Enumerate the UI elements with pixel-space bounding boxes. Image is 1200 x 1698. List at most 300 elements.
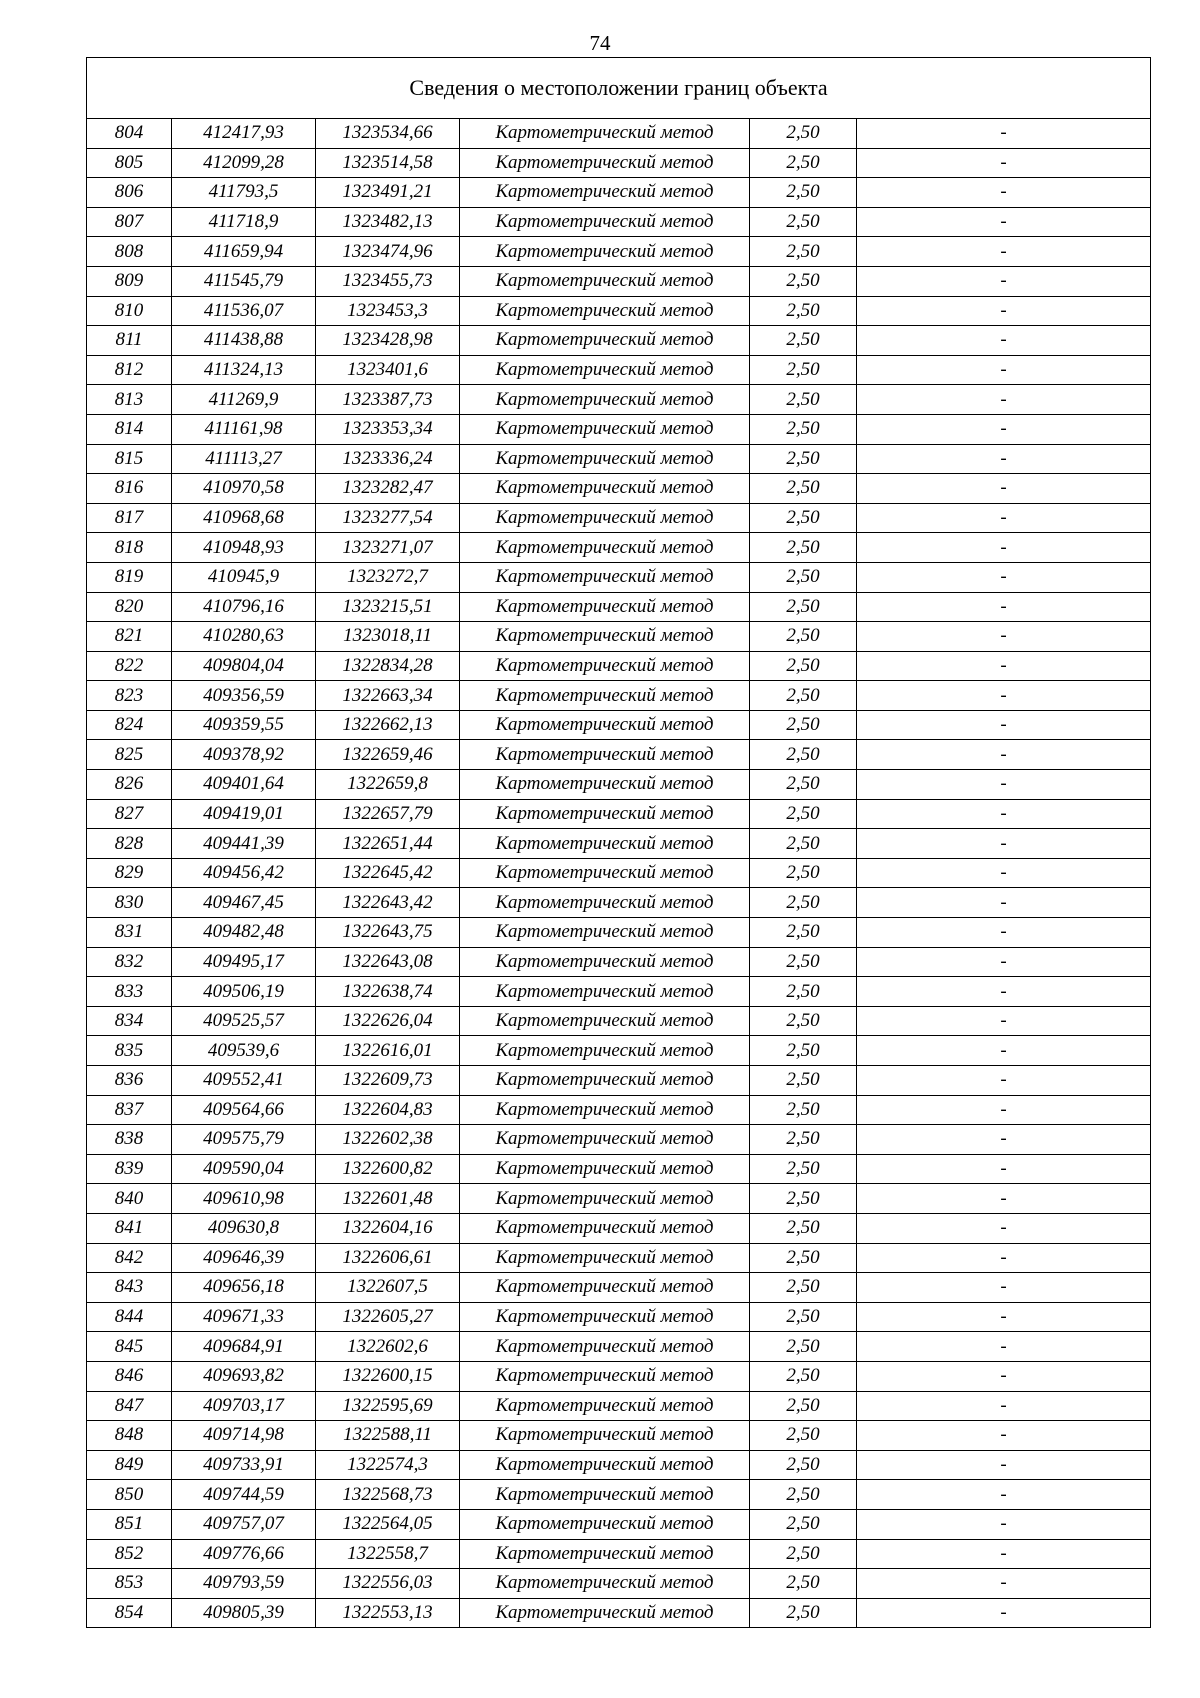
description-cell: - bbox=[857, 474, 1151, 504]
point-number-cell: 847 bbox=[87, 1391, 172, 1421]
point-number-cell: 830 bbox=[87, 888, 172, 918]
coordinate-y-cell: 1323474,96 bbox=[316, 237, 460, 267]
description-cell: - bbox=[857, 266, 1151, 296]
method-cell: Картометрический метод bbox=[460, 651, 750, 681]
description-cell: - bbox=[857, 1095, 1151, 1125]
coordinate-y-cell: 1322600,15 bbox=[316, 1361, 460, 1391]
coordinate-x-cell: 409610,98 bbox=[172, 1184, 316, 1214]
table-row bbox=[87, 858, 1151, 888]
accuracy-cell: 2,50 bbox=[750, 1243, 857, 1273]
coordinate-x-cell: 409359,55 bbox=[172, 710, 316, 740]
method-cell: Картометрический метод bbox=[460, 1450, 750, 1480]
description-cell: - bbox=[857, 1421, 1151, 1451]
table-row bbox=[87, 1569, 1151, 1599]
point-number-cell: 826 bbox=[87, 770, 172, 800]
point-number-cell: 850 bbox=[87, 1480, 172, 1510]
table-row bbox=[87, 1391, 1151, 1421]
table-row bbox=[87, 592, 1151, 622]
table-row bbox=[87, 119, 1151, 149]
accuracy-cell: 2,50 bbox=[750, 1539, 857, 1569]
point-number-cell: 848 bbox=[87, 1421, 172, 1451]
accuracy-cell: 2,50 bbox=[750, 858, 857, 888]
table-row bbox=[87, 1095, 1151, 1125]
coordinate-x-cell: 411324,13 bbox=[172, 355, 316, 385]
coordinate-x-cell: 409804,04 bbox=[172, 651, 316, 681]
table-row bbox=[87, 562, 1151, 592]
point-number-cell: 832 bbox=[87, 947, 172, 977]
description-cell: - bbox=[857, 562, 1151, 592]
coordinate-y-cell: 1322659,8 bbox=[316, 770, 460, 800]
accuracy-cell: 2,50 bbox=[750, 237, 857, 267]
coordinate-y-cell: 1323272,7 bbox=[316, 562, 460, 592]
coordinate-y-cell: 1322595,69 bbox=[316, 1391, 460, 1421]
description-cell: - bbox=[857, 385, 1151, 415]
point-number-cell: 816 bbox=[87, 474, 172, 504]
coordinate-y-cell: 1323215,51 bbox=[316, 592, 460, 622]
coordinate-y-cell: 1322662,13 bbox=[316, 710, 460, 740]
coordinate-x-cell: 409419,01 bbox=[172, 799, 316, 829]
method-cell: Картометрический метод bbox=[460, 1361, 750, 1391]
coordinate-y-cell: 1322626,04 bbox=[316, 1006, 460, 1036]
method-cell: Картометрический метод bbox=[460, 178, 750, 208]
accuracy-cell: 2,50 bbox=[750, 1006, 857, 1036]
point-number-cell: 844 bbox=[87, 1302, 172, 1332]
accuracy-cell: 2,50 bbox=[750, 562, 857, 592]
table-row bbox=[87, 207, 1151, 237]
description-cell: - bbox=[857, 1480, 1151, 1510]
description-cell: - bbox=[857, 1066, 1151, 1096]
coordinate-y-cell: 1322602,6 bbox=[316, 1332, 460, 1362]
coordinate-y-cell: 1322609,73 bbox=[316, 1066, 460, 1096]
description-cell: - bbox=[857, 1450, 1151, 1480]
accuracy-cell: 2,50 bbox=[750, 355, 857, 385]
point-number-cell: 814 bbox=[87, 414, 172, 444]
table-row bbox=[87, 326, 1151, 356]
table-title-row bbox=[87, 58, 1151, 119]
method-cell: Картометрический метод bbox=[460, 1273, 750, 1303]
point-number-cell: 838 bbox=[87, 1125, 172, 1155]
point-number-cell: 807 bbox=[87, 207, 172, 237]
method-cell: Картометрический метод bbox=[460, 1006, 750, 1036]
coordinate-x-cell: 409495,17 bbox=[172, 947, 316, 977]
table-row bbox=[87, 414, 1151, 444]
method-cell: Картометрический метод bbox=[460, 266, 750, 296]
table-row bbox=[87, 1302, 1151, 1332]
point-number-cell: 854 bbox=[87, 1598, 172, 1628]
table-row bbox=[87, 1125, 1151, 1155]
coordinate-x-cell: 409714,98 bbox=[172, 1421, 316, 1451]
table-row bbox=[87, 710, 1151, 740]
coordinate-x-cell: 409656,18 bbox=[172, 1273, 316, 1303]
method-cell: Картометрический метод bbox=[460, 1213, 750, 1243]
description-cell: - bbox=[857, 207, 1151, 237]
coordinate-y-cell: 1322602,38 bbox=[316, 1125, 460, 1155]
point-number-cell: 840 bbox=[87, 1184, 172, 1214]
accuracy-cell: 2,50 bbox=[750, 622, 857, 652]
accuracy-cell: 2,50 bbox=[750, 444, 857, 474]
method-cell: Картометрический метод bbox=[460, 1569, 750, 1599]
coordinate-x-cell: 409482,48 bbox=[172, 918, 316, 948]
coordinate-y-cell: 1323455,73 bbox=[316, 266, 460, 296]
description-cell: - bbox=[857, 1154, 1151, 1184]
coordinate-x-cell: 409356,59 bbox=[172, 681, 316, 711]
point-number-cell: 835 bbox=[87, 1036, 172, 1066]
coordinate-y-cell: 1322568,73 bbox=[316, 1480, 460, 1510]
coordinate-x-cell: 409703,17 bbox=[172, 1391, 316, 1421]
coordinate-y-cell: 1322616,01 bbox=[316, 1036, 460, 1066]
description-cell: - bbox=[857, 444, 1151, 474]
coordinate-x-cell: 412099,28 bbox=[172, 148, 316, 178]
description-cell: - bbox=[857, 1569, 1151, 1599]
point-number-cell: 829 bbox=[87, 858, 172, 888]
coordinate-x-cell: 409456,42 bbox=[172, 858, 316, 888]
coordinate-y-cell: 1322657,79 bbox=[316, 799, 460, 829]
coordinate-y-cell: 1322643,08 bbox=[316, 947, 460, 977]
coordinate-x-cell: 409564,66 bbox=[172, 1095, 316, 1125]
point-number-cell: 821 bbox=[87, 622, 172, 652]
accuracy-cell: 2,50 bbox=[750, 888, 857, 918]
description-cell: - bbox=[857, 355, 1151, 385]
accuracy-cell: 2,50 bbox=[750, 918, 857, 948]
accuracy-cell: 2,50 bbox=[750, 326, 857, 356]
description-cell: - bbox=[857, 651, 1151, 681]
coordinate-y-cell: 1322643,75 bbox=[316, 918, 460, 948]
description-cell: - bbox=[857, 296, 1151, 326]
method-cell: Картометрический метод bbox=[460, 858, 750, 888]
coordinate-y-cell: 1322600,82 bbox=[316, 1154, 460, 1184]
method-cell: Картометрический метод bbox=[460, 444, 750, 474]
coordinate-y-cell: 1323482,13 bbox=[316, 207, 460, 237]
coordinate-y-cell: 1323271,07 bbox=[316, 533, 460, 563]
method-cell: Картометрический метод bbox=[460, 1184, 750, 1214]
table-row bbox=[87, 1154, 1151, 1184]
point-number-cell: 817 bbox=[87, 503, 172, 533]
coordinate-x-cell: 409539,6 bbox=[172, 1036, 316, 1066]
method-cell: Картометрический метод bbox=[460, 1243, 750, 1273]
point-number-cell: 819 bbox=[87, 562, 172, 592]
accuracy-cell: 2,50 bbox=[750, 592, 857, 622]
method-cell: Картометрический метод bbox=[460, 888, 750, 918]
accuracy-cell: 2,50 bbox=[750, 1480, 857, 1510]
coordinate-y-cell: 1322663,34 bbox=[316, 681, 460, 711]
table-row bbox=[87, 266, 1151, 296]
description-cell: - bbox=[857, 592, 1151, 622]
table-row bbox=[87, 1006, 1151, 1036]
coordinate-y-cell: 1322604,83 bbox=[316, 1095, 460, 1125]
accuracy-cell: 2,50 bbox=[750, 947, 857, 977]
description-cell: - bbox=[857, 1273, 1151, 1303]
coordinate-x-cell: 409467,45 bbox=[172, 888, 316, 918]
description-cell: - bbox=[857, 710, 1151, 740]
accuracy-cell: 2,50 bbox=[750, 207, 857, 237]
table-row bbox=[87, 1213, 1151, 1243]
coordinate-x-cell: 411438,88 bbox=[172, 326, 316, 356]
point-number-cell: 820 bbox=[87, 592, 172, 622]
table-row bbox=[87, 681, 1151, 711]
description-cell: - bbox=[857, 1184, 1151, 1214]
table-row bbox=[87, 1539, 1151, 1569]
coordinate-y-cell: 1323534,66 bbox=[316, 119, 460, 149]
description-cell: - bbox=[857, 918, 1151, 948]
table-row bbox=[87, 829, 1151, 859]
accuracy-cell: 2,50 bbox=[750, 1391, 857, 1421]
coordinate-x-cell: 410280,63 bbox=[172, 622, 316, 652]
accuracy-cell: 2,50 bbox=[750, 1184, 857, 1214]
coordinate-x-cell: 409684,91 bbox=[172, 1332, 316, 1362]
table-row bbox=[87, 474, 1151, 504]
description-cell: - bbox=[857, 947, 1151, 977]
description-cell: - bbox=[857, 799, 1151, 829]
coordinate-x-cell: 411161,98 bbox=[172, 414, 316, 444]
point-number-cell: 833 bbox=[87, 977, 172, 1007]
coordinate-x-cell: 409733,91 bbox=[172, 1450, 316, 1480]
method-cell: Картометрический метод bbox=[460, 1066, 750, 1096]
point-number-cell: 837 bbox=[87, 1095, 172, 1125]
accuracy-cell: 2,50 bbox=[750, 474, 857, 504]
table-row bbox=[87, 888, 1151, 918]
table-row bbox=[87, 1421, 1151, 1451]
accuracy-cell: 2,50 bbox=[750, 1302, 857, 1332]
description-cell: - bbox=[857, 1509, 1151, 1539]
coordinate-y-cell: 1323336,24 bbox=[316, 444, 460, 474]
coordinate-y-cell: 1323401,6 bbox=[316, 355, 460, 385]
method-cell: Картометрический метод bbox=[460, 977, 750, 1007]
coordinate-x-cell: 409525,57 bbox=[172, 1006, 316, 1036]
coordinate-x-cell: 411718,9 bbox=[172, 207, 316, 237]
description-cell: - bbox=[857, 1036, 1151, 1066]
point-number-cell: 843 bbox=[87, 1273, 172, 1303]
coordinate-x-cell: 409590,04 bbox=[172, 1154, 316, 1184]
point-number-cell: 811 bbox=[87, 326, 172, 356]
accuracy-cell: 2,50 bbox=[750, 1036, 857, 1066]
table-row bbox=[87, 1243, 1151, 1273]
accuracy-cell: 2,50 bbox=[750, 119, 857, 149]
table-row bbox=[87, 740, 1151, 770]
coordinate-y-cell: 1322564,05 bbox=[316, 1509, 460, 1539]
coordinate-y-cell: 1322651,44 bbox=[316, 829, 460, 859]
method-cell: Картометрический метод bbox=[460, 829, 750, 859]
table-row bbox=[87, 444, 1151, 474]
accuracy-cell: 2,50 bbox=[750, 1361, 857, 1391]
coordinate-y-cell: 1322553,13 bbox=[316, 1598, 460, 1628]
table-title: Сведения о местоположении границ объекта bbox=[87, 58, 1151, 119]
coordinate-y-cell: 1322607,5 bbox=[316, 1273, 460, 1303]
method-cell: Картометрический метод bbox=[460, 799, 750, 829]
coordinate-x-cell: 409793,59 bbox=[172, 1569, 316, 1599]
coordinate-y-cell: 1323018,11 bbox=[316, 622, 460, 652]
accuracy-cell: 2,50 bbox=[750, 533, 857, 563]
description-cell: - bbox=[857, 1539, 1151, 1569]
accuracy-cell: 2,50 bbox=[750, 178, 857, 208]
method-cell: Картометрический метод bbox=[460, 918, 750, 948]
method-cell: Картометрический метод bbox=[460, 414, 750, 444]
method-cell: Картометрический метод bbox=[460, 1125, 750, 1155]
coordinate-x-cell: 411545,79 bbox=[172, 266, 316, 296]
table-row bbox=[87, 622, 1151, 652]
accuracy-cell: 2,50 bbox=[750, 710, 857, 740]
coordinate-y-cell: 1322574,3 bbox=[316, 1450, 460, 1480]
coordinate-x-cell: 409441,39 bbox=[172, 829, 316, 859]
point-number-cell: 805 bbox=[87, 148, 172, 178]
description-cell: - bbox=[857, 1361, 1151, 1391]
method-cell: Картометрический метод bbox=[460, 1539, 750, 1569]
accuracy-cell: 2,50 bbox=[750, 296, 857, 326]
point-number-cell: 839 bbox=[87, 1154, 172, 1184]
point-number-cell: 849 bbox=[87, 1450, 172, 1480]
coordinate-y-cell: 1322558,7 bbox=[316, 1539, 460, 1569]
description-cell: - bbox=[857, 119, 1151, 149]
table-row bbox=[87, 503, 1151, 533]
accuracy-cell: 2,50 bbox=[750, 681, 857, 711]
table-row bbox=[87, 1450, 1151, 1480]
method-cell: Картометрический метод bbox=[460, 770, 750, 800]
point-number-cell: 845 bbox=[87, 1332, 172, 1362]
description-cell: - bbox=[857, 533, 1151, 563]
coordinate-y-cell: 1322606,61 bbox=[316, 1243, 460, 1273]
method-cell: Картометрический метод bbox=[460, 326, 750, 356]
method-cell: Картометрический метод bbox=[460, 1421, 750, 1451]
point-number-cell: 842 bbox=[87, 1243, 172, 1273]
coordinate-y-cell: 1322638,74 bbox=[316, 977, 460, 1007]
description-cell: - bbox=[857, 148, 1151, 178]
point-number-cell: 815 bbox=[87, 444, 172, 474]
accuracy-cell: 2,50 bbox=[750, 740, 857, 770]
method-cell: Картометрический метод bbox=[460, 592, 750, 622]
coordinate-x-cell: 409646,39 bbox=[172, 1243, 316, 1273]
method-cell: Картометрический метод bbox=[460, 1332, 750, 1362]
description-cell: - bbox=[857, 1391, 1151, 1421]
coordinate-y-cell: 1323428,98 bbox=[316, 326, 460, 356]
description-cell: - bbox=[857, 740, 1151, 770]
table-row bbox=[87, 1273, 1151, 1303]
description-cell: - bbox=[857, 1302, 1151, 1332]
coordinate-x-cell: 411269,9 bbox=[172, 385, 316, 415]
point-number-cell: 846 bbox=[87, 1361, 172, 1391]
coordinate-x-cell: 409575,79 bbox=[172, 1125, 316, 1155]
accuracy-cell: 2,50 bbox=[750, 503, 857, 533]
coordinate-x-cell: 409401,64 bbox=[172, 770, 316, 800]
accuracy-cell: 2,50 bbox=[750, 799, 857, 829]
coordinate-x-cell: 410970,58 bbox=[172, 474, 316, 504]
method-cell: Картометрический метод bbox=[460, 355, 750, 385]
coordinate-y-cell: 1322588,11 bbox=[316, 1421, 460, 1451]
accuracy-cell: 2,50 bbox=[750, 1066, 857, 1096]
description-cell: - bbox=[857, 1598, 1151, 1628]
coordinate-y-cell: 1322659,46 bbox=[316, 740, 460, 770]
table-row bbox=[87, 1361, 1151, 1391]
method-cell: Картометрический метод bbox=[460, 385, 750, 415]
accuracy-cell: 2,50 bbox=[750, 1095, 857, 1125]
method-cell: Картометрический метод bbox=[460, 1095, 750, 1125]
description-cell: - bbox=[857, 770, 1151, 800]
accuracy-cell: 2,50 bbox=[750, 148, 857, 178]
method-cell: Картометрический метод bbox=[460, 119, 750, 149]
point-number-cell: 824 bbox=[87, 710, 172, 740]
accuracy-cell: 2,50 bbox=[750, 1125, 857, 1155]
point-number-cell: 828 bbox=[87, 829, 172, 859]
accuracy-cell: 2,50 bbox=[750, 1421, 857, 1451]
accuracy-cell: 2,50 bbox=[750, 829, 857, 859]
method-cell: Картометрический метод bbox=[460, 622, 750, 652]
table-row bbox=[87, 1509, 1151, 1539]
coordinate-x-cell: 409378,92 bbox=[172, 740, 316, 770]
table-row bbox=[87, 385, 1151, 415]
point-number-cell: 825 bbox=[87, 740, 172, 770]
coordinate-x-cell: 409630,8 bbox=[172, 1213, 316, 1243]
method-cell: Картометрический метод bbox=[460, 947, 750, 977]
coordinate-y-cell: 1322643,42 bbox=[316, 888, 460, 918]
coordinate-x-cell: 409506,19 bbox=[172, 977, 316, 1007]
accuracy-cell: 2,50 bbox=[750, 1509, 857, 1539]
point-number-cell: 827 bbox=[87, 799, 172, 829]
coordinate-x-cell: 409744,59 bbox=[172, 1480, 316, 1510]
table-row bbox=[87, 1036, 1151, 1066]
method-cell: Картометрический метод bbox=[460, 1302, 750, 1332]
coordinate-x-cell: 411659,94 bbox=[172, 237, 316, 267]
method-cell: Картометрический метод bbox=[460, 148, 750, 178]
description-cell: - bbox=[857, 1125, 1151, 1155]
coordinate-x-cell: 409671,33 bbox=[172, 1302, 316, 1332]
point-number-cell: 852 bbox=[87, 1539, 172, 1569]
method-cell: Картометрический метод bbox=[460, 681, 750, 711]
coordinate-y-cell: 1323387,73 bbox=[316, 385, 460, 415]
point-number-cell: 841 bbox=[87, 1213, 172, 1243]
point-number-cell: 813 bbox=[87, 385, 172, 415]
coordinate-x-cell: 410945,9 bbox=[172, 562, 316, 592]
accuracy-cell: 2,50 bbox=[750, 1569, 857, 1599]
coordinate-x-cell: 411793,5 bbox=[172, 178, 316, 208]
point-number-cell: 836 bbox=[87, 1066, 172, 1096]
point-number-cell: 804 bbox=[87, 119, 172, 149]
description-cell: - bbox=[857, 1243, 1151, 1273]
coordinate-y-cell: 1322605,27 bbox=[316, 1302, 460, 1332]
method-cell: Картометрический метод bbox=[460, 503, 750, 533]
coordinate-x-cell: 412417,93 bbox=[172, 119, 316, 149]
table-row bbox=[87, 178, 1151, 208]
description-cell: - bbox=[857, 503, 1151, 533]
point-number-cell: 806 bbox=[87, 178, 172, 208]
coordinate-y-cell: 1322604,16 bbox=[316, 1213, 460, 1243]
point-number-cell: 853 bbox=[87, 1569, 172, 1599]
accuracy-cell: 2,50 bbox=[750, 414, 857, 444]
description-cell: - bbox=[857, 414, 1151, 444]
method-cell: Картометрический метод bbox=[460, 710, 750, 740]
accuracy-cell: 2,50 bbox=[750, 1598, 857, 1628]
description-cell: - bbox=[857, 326, 1151, 356]
accuracy-cell: 2,50 bbox=[750, 1154, 857, 1184]
coordinate-y-cell: 1323491,21 bbox=[316, 178, 460, 208]
method-cell: Картометрический метод bbox=[460, 1598, 750, 1628]
method-cell: Картометрический метод bbox=[460, 237, 750, 267]
coordinate-y-cell: 1323514,58 bbox=[316, 148, 460, 178]
table-row bbox=[87, 533, 1151, 563]
boundary-coordinates-table bbox=[86, 57, 1151, 1628]
description-cell: - bbox=[857, 622, 1151, 652]
point-number-cell: 851 bbox=[87, 1509, 172, 1539]
method-cell: Картометрический метод bbox=[460, 1509, 750, 1539]
table-row bbox=[87, 1184, 1151, 1214]
accuracy-cell: 2,50 bbox=[750, 1450, 857, 1480]
method-cell: Картометрический метод bbox=[460, 474, 750, 504]
coordinate-x-cell: 409805,39 bbox=[172, 1598, 316, 1628]
accuracy-cell: 2,50 bbox=[750, 266, 857, 296]
point-number-cell: 809 bbox=[87, 266, 172, 296]
table-row bbox=[87, 918, 1151, 948]
table-row bbox=[87, 296, 1151, 326]
point-number-cell: 823 bbox=[87, 681, 172, 711]
table-row bbox=[87, 1066, 1151, 1096]
method-cell: Картометрический метод bbox=[460, 1154, 750, 1184]
